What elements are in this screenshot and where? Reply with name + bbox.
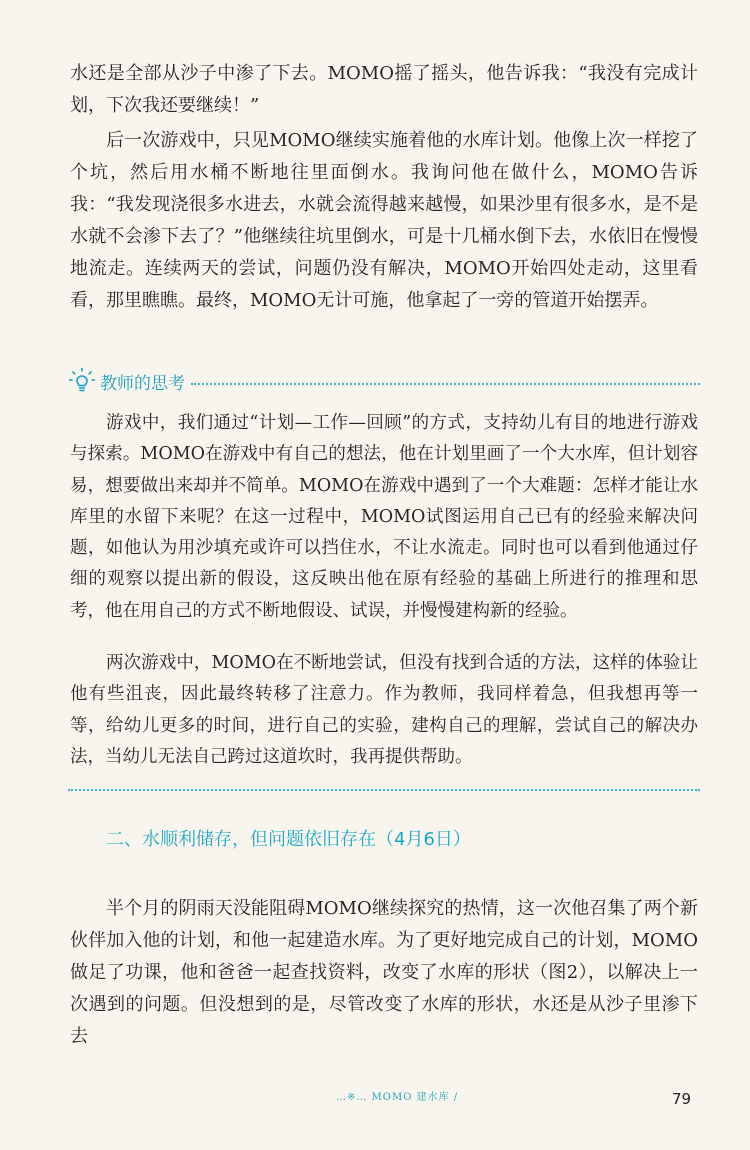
- dotted-divider: [191, 383, 700, 385]
- body-paragraph-1: 水还是全部从沙子中渗了下去。MOMO摇了摇头，他告诉我：“我没有完成计划，下次我还要继续！”: [70, 63, 698, 116]
- section-divider: [68, 789, 700, 791]
- page-number: 79: [672, 1090, 692, 1108]
- teacher-thinking-paragraph-1: 游戏中，我们通过“计划—工作—回顾”的方式，支持幼儿有目的地进行游戏与探索。MOMO在游戏中有自己的想法，他在计划里画了一个大水库，但计划容易，想要做出来却并不简单。MOMO在游戏中遇到了一个大难题：怎样才能让水库里的水留下来呢？在这一过程中，MOMO试图运用自己已有的经验来解决问题，如他认为用沙填充或许可以挡住水，不让水流走。同时也可以看到他通过仔细的观察以提出新的假设，这反映出他在原有经验的基础上所进行的推理和思考，他在用自己的方式不断地假设、试误，并慢慢建构新的经验。: [70, 413, 698, 621]
- section-heading: 二、水顺利储存，但问题依旧存在（4月6日）: [106, 829, 471, 850]
- body-paragraph-2: 后一次游戏中，只见MOMO继续实施着他的水库计划。他像上次一样挖了个坑，然后用水桶不断地往里面倒水。我询问他在做什么，MOMO告诉我：“我发现浇很多水进去，水就会流得越来越慢，如果沙里有很多水，是不是水就不会渗下去了？”他继续往坑里倒水，可是十几桶水倒下去，水依旧在慢慢地流走。连续两天的尝试，问题仍没有解决，MOMO开始四处走动，这里看看，那里瞧瞧。最终，MOMO无计可施，他拿起了一旁的管道开始摆弄。: [70, 130, 698, 311]
- body-paragraph-3: 半个月的阴雨天没能阻碍MOMO继续探究的热情，这一次他召集了两个新伙伴加入他的计划，和他一起建造水库。为了更好地完成自己的计划，MOMO做足了功课，他和爸爸一起查找资料，改变了水库的形状（图2），以解决上一次遇到的问题。但没想到的是，尽管改变了水库的形状，水还是从沙子里渗下去: [70, 898, 698, 1047]
- teacher-thinking-header: [68, 366, 700, 396]
- running-footer: …※… MOMO 建水库 /: [336, 1092, 459, 1103]
- teacher-thinking-paragraph-2: 两次游戏中，MOMO在不断地尝试，但没有找到合适的方法，这样的体验让他有些沮丧，因此最终转移了注意力。作为教师，我同样着急，但我想再等一等，给幼儿更多的时间，进行自己的实验，建构自己的理解，尝试自己的解决办法，当幼儿无法自己跨过这道坎时，我再提供帮助。: [70, 653, 698, 767]
- lightbulb-icon: [68, 367, 96, 395]
- teacher-thinking-title: 教师的思考: [100, 373, 185, 394]
